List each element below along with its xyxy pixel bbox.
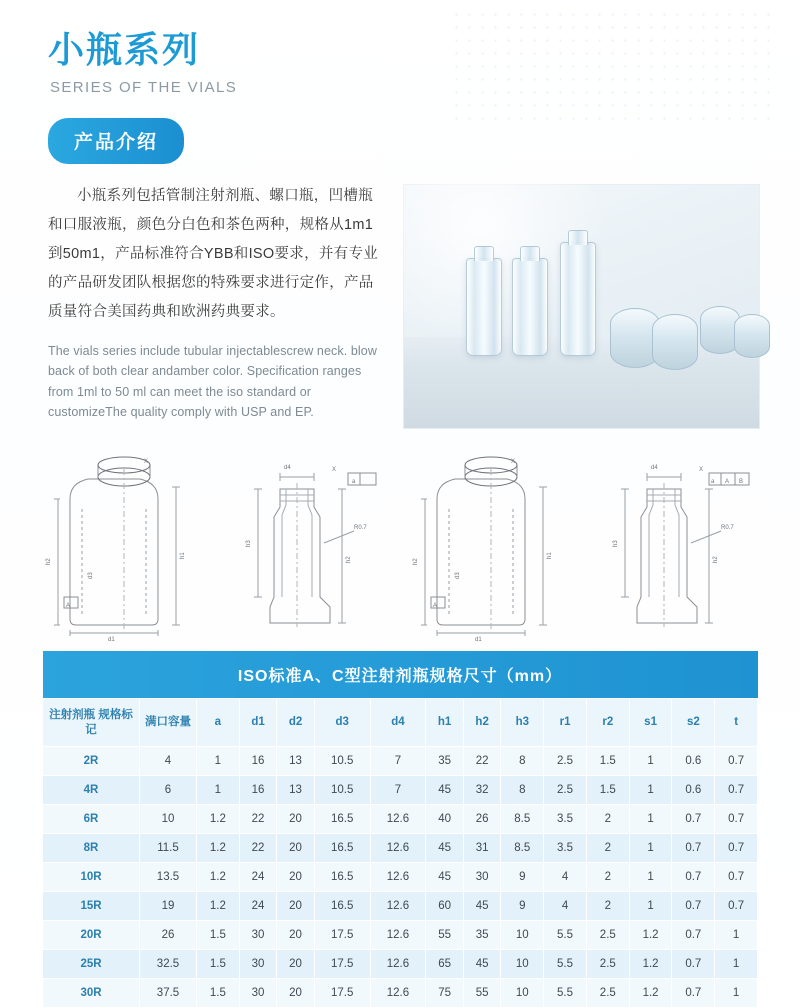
table-cell: 45	[463, 949, 501, 978]
table-cell: 55	[463, 978, 501, 1007]
table-cell: 5.5	[544, 949, 587, 978]
table-cell: 10	[501, 978, 544, 1007]
col-header-s2: s2	[672, 699, 715, 747]
table-cell: 1.2	[197, 833, 240, 862]
table-cell-spec: 30R	[43, 978, 140, 1007]
table-cell: 4	[140, 746, 197, 775]
svg-text:a: a	[351, 479, 355, 486]
table-cell: 35	[463, 920, 501, 949]
table-cell: 8	[501, 746, 544, 775]
table-cell: 22	[239, 833, 277, 862]
vial-cap-2	[652, 314, 698, 370]
page-subtitle: SERIES OF THE VIALS	[50, 79, 238, 97]
table-cell: 5.5	[544, 978, 587, 1007]
table-cell: 20	[277, 862, 315, 891]
col-header-a: a	[197, 699, 240, 747]
table-cell: 2.5	[544, 775, 587, 804]
spec-table-title-row	[43, 651, 758, 699]
table-cell: 45	[426, 775, 464, 804]
table-cell: 75	[426, 978, 464, 1007]
spec-table-header-row	[43, 699, 758, 747]
table-cell: 13.5	[140, 862, 197, 891]
col-header-h1: h1	[426, 699, 464, 747]
table-cell: 0.7	[715, 891, 758, 920]
table-cell-spec: 10R	[43, 862, 140, 891]
vial-glass-1	[466, 258, 502, 356]
table-cell: 16.5	[314, 891, 370, 920]
table-cell: 20	[277, 949, 315, 978]
intro-paragraph-en: The vials series include tubular injectablescrew neck. blow back of both clear andamber color. Specification ranges from 1ml to 50 ml can meet the iso standard or customizeThe quality comply with USP and EP.	[48, 344, 377, 419]
table-cell: 0.7	[672, 804, 715, 833]
svg-text:h1: h1	[547, 552, 553, 560]
table-cell: 12.6	[370, 862, 426, 891]
table-cell: 16.5	[314, 862, 370, 891]
col-header-t: t	[715, 699, 758, 747]
table-cell-spec: 4R	[43, 775, 140, 804]
table-cell: 22	[239, 804, 277, 833]
table-cell: 10	[140, 804, 197, 833]
table-cell: 1	[715, 920, 758, 949]
table-cell: 26	[463, 804, 501, 833]
svg-text:A: A	[66, 603, 71, 610]
drawing-c-body-svg	[403, 447, 579, 644]
table-row	[43, 920, 758, 949]
table-cell: 0.7	[715, 804, 758, 833]
spec-table-title: ISO标准A、C型注射剂瓶规格尺寸（mm）	[43, 651, 758, 699]
table-cell: 1.2	[197, 804, 240, 833]
table-cell: 19	[140, 891, 197, 920]
table-cell-spec: 2R	[43, 746, 140, 775]
table-cell: 1.2	[629, 949, 672, 978]
table-cell: 0.7	[715, 862, 758, 891]
table-cell: 22	[463, 746, 501, 775]
vial-glass-3	[560, 242, 596, 356]
table-cell: 12.6	[370, 949, 426, 978]
technical-drawings	[36, 447, 764, 644]
table-cell: 31	[463, 833, 501, 862]
table-cell: 3.5	[544, 804, 587, 833]
table-cell: 10	[501, 920, 544, 949]
svg-text:d3: d3	[455, 572, 461, 580]
table-cell: 0.7	[672, 920, 715, 949]
svg-text:A: A	[724, 479, 729, 486]
drawing-c-body	[403, 447, 581, 644]
col-header-capacity: 满口容量	[140, 699, 197, 747]
svg-text:h2: h2	[413, 558, 419, 566]
table-cell: 7	[370, 746, 426, 775]
svg-text:h2: h2	[46, 558, 52, 566]
table-cell: 4	[544, 891, 587, 920]
table-cell: 0.7	[672, 862, 715, 891]
table-cell: 9	[501, 862, 544, 891]
spec-table-body	[43, 746, 758, 1007]
table-cell: 30	[239, 978, 277, 1007]
svg-text:d4: d4	[283, 465, 291, 472]
table-cell: 20	[277, 804, 315, 833]
table-cell: 1	[715, 949, 758, 978]
table-cell: 1.5	[586, 775, 629, 804]
svg-text:R0.7: R0.7	[353, 525, 367, 532]
table-cell: 2.5	[544, 746, 587, 775]
table-cell-spec: 8R	[43, 833, 140, 862]
col-header-r2: r2	[586, 699, 629, 747]
table-cell: 0.7	[672, 833, 715, 862]
table-cell: 13	[277, 746, 315, 775]
table-cell: 11.5	[140, 833, 197, 862]
table-row	[43, 833, 758, 862]
drawing-a-body-svg	[36, 447, 212, 644]
col-header-s1: s1	[629, 699, 672, 747]
table-cell: 24	[239, 891, 277, 920]
table-cell: 60	[426, 891, 464, 920]
table-cell: 5.5	[544, 920, 587, 949]
table-cell: 1	[715, 978, 758, 1007]
table-row	[43, 804, 758, 833]
table-cell: 16.5	[314, 804, 370, 833]
table-cell: 0.6	[672, 746, 715, 775]
table-cell: 20	[277, 978, 315, 1007]
table-cell: 0.7	[672, 891, 715, 920]
table-cell: 45	[463, 891, 501, 920]
table-cell-spec: 15R	[43, 891, 140, 920]
table-cell: 37.5	[140, 978, 197, 1007]
table-cell: 32	[463, 775, 501, 804]
table-cell: 12.6	[370, 804, 426, 833]
table-cell: 0.7	[715, 833, 758, 862]
drawing-c-neck	[587, 447, 765, 637]
table-cell: 0.7	[715, 775, 758, 804]
vial-glass-2	[512, 258, 548, 356]
svg-text:a: a	[710, 479, 714, 486]
table-row	[43, 949, 758, 978]
table-cell: 12.6	[370, 978, 426, 1007]
table-cell: 2.5	[586, 920, 629, 949]
table-cell: 40	[426, 804, 464, 833]
table-cell: 45	[426, 833, 464, 862]
table-cell: 1	[197, 775, 240, 804]
table-cell: 2.5	[586, 949, 629, 978]
table-cell: 1	[197, 746, 240, 775]
col-header-d4: d4	[370, 699, 426, 747]
svg-text:h2: h2	[345, 556, 352, 564]
svg-text:R0.7: R0.7	[720, 525, 734, 532]
table-row	[43, 978, 758, 1007]
table-cell-spec: 20R	[43, 920, 140, 949]
table-row	[43, 775, 758, 804]
svg-text:X: X	[511, 459, 516, 466]
svg-text:d4: d4	[650, 465, 658, 472]
table-cell: 4	[544, 862, 587, 891]
table-cell-spec: 25R	[43, 949, 140, 978]
drawing-a-neck	[220, 447, 398, 637]
page-title: 小瓶系列	[48, 29, 201, 70]
drawing-a-body	[36, 447, 214, 644]
section-badge-product-intro: 产品介绍	[48, 118, 184, 164]
svg-text:X: X	[698, 467, 703, 474]
table-cell: 1.2	[197, 862, 240, 891]
table-cell: 7	[370, 775, 426, 804]
col-header-spec: 注射剂瓶 规格标记	[43, 699, 140, 747]
intro-text-block	[40, 182, 385, 429]
table-cell-spec: 6R	[43, 804, 140, 833]
table-cell: 0.7	[672, 978, 715, 1007]
table-cell: 16.5	[314, 833, 370, 862]
table-cell: 30	[239, 920, 277, 949]
table-cell: 8.5	[501, 833, 544, 862]
table-cell: 1	[629, 862, 672, 891]
table-row	[43, 891, 758, 920]
table-cell: 17.5	[314, 978, 370, 1007]
table-cell: 1	[629, 775, 672, 804]
table-cell: 1.5	[197, 920, 240, 949]
page-header	[0, 0, 800, 164]
table-cell: 32.5	[140, 949, 197, 978]
col-header-h3: h3	[501, 699, 544, 747]
table-cell: 16	[239, 746, 277, 775]
table-cell: 2	[586, 833, 629, 862]
table-cell: 8	[501, 775, 544, 804]
table-row	[43, 746, 758, 775]
svg-text:d3: d3	[88, 572, 94, 580]
intro-paragraph-cn: 小瓶系列包括管制注射剂瓶、螺口瓶，凹槽瓶和口服液瓶，颜色分白色和茶色两种，规格从1m1到50m1，产品标准符合YBB和ISO要求，并有专业的产品研发团队根据您的特殊要求进行定作，产品质量符合美国药典和欧洲药典要求。	[48, 188, 379, 321]
table-cell: 10.5	[314, 746, 370, 775]
table-cell: 13	[277, 775, 315, 804]
col-header-d3: d3	[314, 699, 370, 747]
table-cell: 6	[140, 775, 197, 804]
svg-text:X: X	[144, 459, 149, 466]
table-cell: 2	[586, 804, 629, 833]
intro-section	[40, 182, 760, 429]
col-header-d1: d1	[239, 699, 277, 747]
col-header-d2: d2	[277, 699, 315, 747]
table-cell: 17.5	[314, 949, 370, 978]
table-cell: 65	[426, 949, 464, 978]
spec-table-header	[43, 699, 758, 747]
table-cell: 20	[277, 833, 315, 862]
table-cell: 24	[239, 862, 277, 891]
table-cell: 1.2	[197, 891, 240, 920]
table-cell: 0.6	[672, 775, 715, 804]
table-cell: 45	[426, 862, 464, 891]
table-cell: 1	[629, 833, 672, 862]
svg-text:B: B	[738, 479, 743, 486]
spec-table-wrap	[42, 651, 758, 1008]
svg-text:h3: h3	[245, 540, 252, 548]
svg-text:h2: h2	[712, 556, 719, 564]
table-cell: 12.6	[370, 833, 426, 862]
table-cell: 20	[277, 920, 315, 949]
col-header-h2: h2	[463, 699, 501, 747]
table-cell: 8.5	[501, 804, 544, 833]
table-cell: 35	[426, 746, 464, 775]
table-cell: 10.5	[314, 775, 370, 804]
table-cell: 1.2	[629, 978, 672, 1007]
table-cell: 10	[501, 949, 544, 978]
table-cell: 2.5	[586, 978, 629, 1007]
svg-text:d1: d1	[475, 637, 482, 644]
table-cell: 0.7	[672, 949, 715, 978]
drawing-c-neck-svg	[587, 447, 763, 637]
table-cell: 1	[629, 891, 672, 920]
table-cell: 26	[140, 920, 197, 949]
table-cell: 9	[501, 891, 544, 920]
table-cell: 1	[629, 804, 672, 833]
table-cell: 55	[426, 920, 464, 949]
product-photo	[403, 184, 760, 429]
table-cell: 12.6	[370, 920, 426, 949]
table-cell: 17.5	[314, 920, 370, 949]
svg-text:A: A	[433, 603, 438, 610]
svg-text:d1: d1	[108, 637, 115, 644]
table-cell: 2	[586, 891, 629, 920]
table-cell: 1.5	[586, 746, 629, 775]
col-header-r1: r1	[544, 699, 587, 747]
table-cell: 16	[239, 775, 277, 804]
table-cell: 0.7	[715, 746, 758, 775]
table-cell: 30	[463, 862, 501, 891]
spec-table	[42, 651, 758, 1008]
table-cell: 30	[239, 949, 277, 978]
table-cell: 2	[586, 862, 629, 891]
drawing-a-neck-svg	[220, 447, 396, 637]
table-cell: 1	[629, 746, 672, 775]
table-row	[43, 862, 758, 891]
table-cell: 1.5	[197, 978, 240, 1007]
svg-text:h3: h3	[612, 540, 619, 548]
table-cell: 12.6	[370, 891, 426, 920]
svg-text:h1: h1	[180, 552, 186, 560]
svg-text:X: X	[331, 467, 336, 474]
table-cell: 3.5	[544, 833, 587, 862]
table-cell: 20	[277, 891, 315, 920]
vial-cap-4	[734, 314, 770, 358]
table-cell: 1.2	[629, 920, 672, 949]
table-cell: 1.5	[197, 949, 240, 978]
